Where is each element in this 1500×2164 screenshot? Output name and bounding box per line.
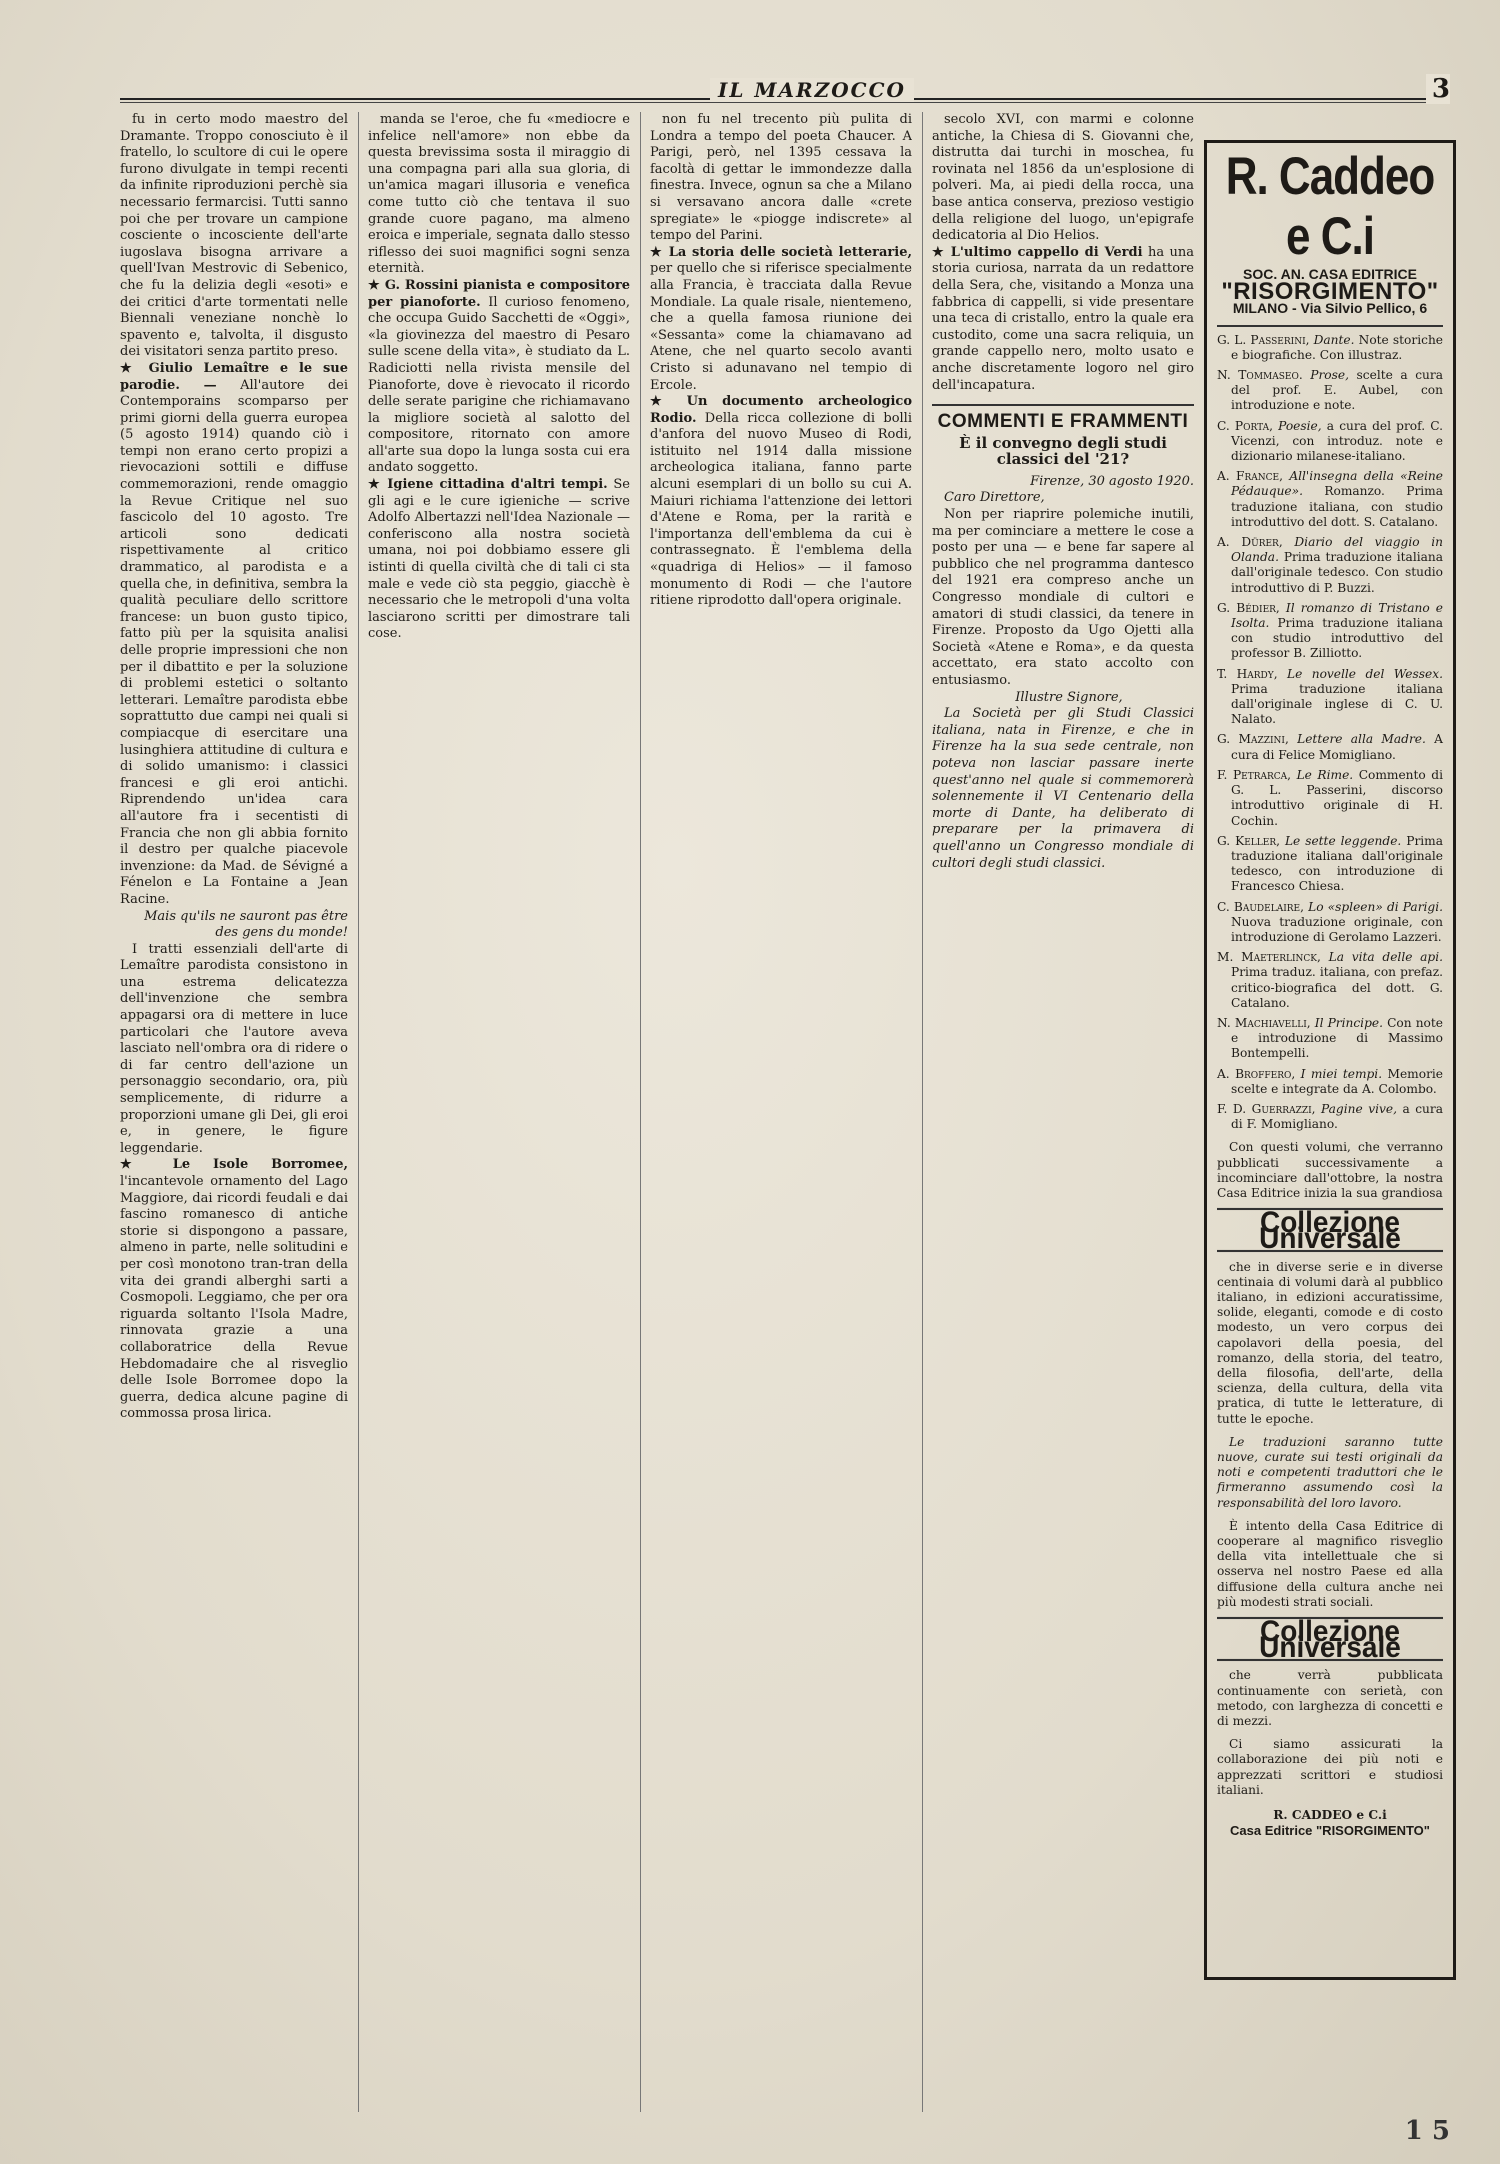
article-text: fu in certo modo maestro del Dramante. Troppo conosciuto è il fratello, lo scultore di cui le opere furono divulgate in tempi recenti da infinite riproduzioni perchè sia necessario fermarcisi. Tutti sanno poi che per trovare un campione cosciente o incosciente dell'arte iugoslava bisogna arrivare a quell'Ivan Mestrovic di Sebenico, che fu la delizia degli «esoti» e dei critici d'arte tormentati nelle Biennali veneziane nonchè lo spavento e, talvolta, il disgusto dei visitatori senza partito preso. bbox=[120, 112, 348, 360]
article-text bbox=[120, 361, 348, 909]
book-list bbox=[1217, 333, 1443, 1133]
book-title: I miei tempi. bbox=[1300, 1066, 1388, 1081]
book-entry bbox=[1217, 1067, 1443, 1097]
article-text: manda se l'eroe, che fu «mediocre e infelice nell'amore» non ebbe da questa brevissima sosta il miraggio di una compagna pari alla sua gloria, di un'amica magari illusoria e venefica come tutto ciò che tentava il suo grande cuore pagano, ma almeno eroica e imperiale, segnata dallo stesso riflesso dei suoi magnifici sogni senza eternità. bbox=[368, 112, 630, 277]
article-text bbox=[120, 1157, 348, 1423]
book-note: Con note e introduzione di Massimo Bontempelli. bbox=[1231, 1015, 1443, 1061]
book-title: Poesie, bbox=[1278, 418, 1327, 433]
ad-text: che in diverse serie e in diverse centinaia di volumi darà al pubblico italiano, in edizioni accuratissime, solide, eleganti, comode e di costo modesto, un vero corpus dei capolavori della poesia, del romanzo, della storia, del teatro, della filosofia, dell'arte, della scienza, della cultura, della vita pratica, di tutte le letterature, di tutte le epoche. bbox=[1217, 1259, 1443, 1426]
column-rule bbox=[922, 112, 923, 2112]
article-heading: ★ Giulio Lemaître e le sue parodie. — bbox=[120, 360, 348, 393]
article-body: All'autore dei Contemporains scomparso per primi giorni della guerra europea (5 agosto 1914) quando ciò i tempi non erano certo propizi a rievocazioni sottili e diffuse commemorazioni, rende omaggio la Revue Critique nel suo fascicolo del 10 agosto. Tre articoli sono dedicati rispettivamente al critico drammatico, al parodista e a quella che, in definitiva, sembra la qualità peculiare dello scrittore francese: un buon gusto tipico, fatto più per la squisita analisi delle proprie impressioni che non per il dibattito e per la soluzione di problemi estetici o soltanto letterari. Lemaître parodista ebbe soprattutto due campi nei quali si compiacque di esercitare una lusinghiera attitudine di cultura e di solido umanismo: i classici francesi e gli eroi antichi. Riprendendo un'idea cara all'autore fra i secentisti di Francia che non gli abbia fornito il destro per qualche piacevole invenzione: da Mad. de Sévigné a Fénelon e La Fontaine a Jean Racine. bbox=[120, 377, 348, 907]
book-note: Prima traduzione italiana con studio introduttivo del professor B. Zilliotto. bbox=[1231, 616, 1444, 661]
article-text: Non per riaprire polemiche inutili, ma per cominciare a mettere le cose a posto per una — e bene far sapere al pubblico che nel programma dantesco del 1921 era compreso anche un Congresso mondiale di cultori e amatori di studi classici, da tenere in Firenze. Proposto da Ugo Ojetti alla Società «Atene e Roma», e da questa accettato, era stato accolto con entusiasmo. bbox=[932, 507, 1194, 688]
book-entry bbox=[1217, 1016, 1443, 1062]
dateline: Firenze, 30 agosto 1920. bbox=[1030, 473, 1194, 489]
book-title: Il romanzo di Tristano e Isolta. bbox=[1231, 600, 1443, 631]
book-entry bbox=[1217, 535, 1443, 596]
ad-signature-house: Casa Editrice "RISORGIMENTO" bbox=[1230, 1823, 1430, 1839]
column-rule bbox=[358, 112, 359, 2112]
publisher-subtitle: SOC. AN. CASA EDITRICE bbox=[1243, 266, 1417, 282]
book-entry bbox=[1217, 768, 1443, 829]
article-body: ha una storia curiosa, narrata da un redattore della Sera, che, visitando a Monza una fabbrica di cappelli, si vide presentare una teca di cristallo, entro la quale era custodito, come una sacra reliquia, un grande cappello nero, molto usato e anche discretamente logoro nel giro dell'incapatura. bbox=[932, 244, 1194, 393]
article-body: Della ricca collezione di bolli d'anfora del nuovo Museo di Rodi, istituito nel 1914 dalla missione archeologica italiana, fanno parte alcuni esemplari di un bollo su cui A. Maiuri richiama l'attenzione dei lettori d'Atene e Roma, per la rarità e l'importanza dell'emblema da cui è contrassegnato. È l'emblema della «quadriga di Helios» — il famoso monumento di Rodi — che l'autore ritiene riprodotto dall'opera originale. bbox=[650, 410, 912, 609]
article-text bbox=[368, 477, 630, 643]
book-note: Prima traduzione italiana dall'originale tedesco. Con studio introduttivo di P. Buzzi. bbox=[1231, 550, 1444, 595]
book-entry bbox=[1217, 1102, 1443, 1132]
article-text bbox=[650, 394, 912, 610]
book-title: La vita delle api. bbox=[1328, 950, 1444, 965]
salutation: Illustre Signore, bbox=[1015, 689, 1123, 705]
ad-text: che verrà pubblicata continuamente con serietà, con metodo, con larghezza di concetti e di mezzi. bbox=[1217, 1668, 1443, 1729]
column-3 bbox=[650, 112, 912, 2122]
book-author: A. Broffero, bbox=[1217, 1066, 1301, 1081]
section-title: COMMENTI E FRAMMENTI bbox=[932, 404, 1194, 431]
ad-signature: R. CADDEO e C.i bbox=[1273, 1808, 1387, 1823]
book-note: A cura di Felice Momigliano. bbox=[1231, 732, 1443, 762]
book-title: All'insegna della «Reine Pédauque». bbox=[1231, 469, 1443, 499]
article-body: l'incantevole ornamento del Lago Maggiore, dai ricordi feudali e dai fascino romanesco di antiche storie si dispongono a passare, almeno in parte, nelle solitudini e per così monotono tran-tran della vita dei grandi alberghi sarti a Cosmopoli. Leggiamo, che per ora riguarda soltanto l'Isola Madre, rinnovata grazie a una collaboratrice della Revue Hebdomadaire che al risveglio delle Isole Borromee dopo la guerra, dedica alcune pagine di commossa prosa lirica. bbox=[120, 1174, 348, 1422]
section-subtitle: È il convegno degli studi classici del '21? bbox=[959, 433, 1167, 469]
publisher-house: "RISORGIMENTO" bbox=[1221, 278, 1439, 306]
book-entry bbox=[1217, 950, 1443, 1011]
book-entry bbox=[1217, 419, 1443, 465]
publisher-advertisement bbox=[1204, 140, 1456, 1980]
column-rule bbox=[640, 112, 641, 2112]
book-entry bbox=[1217, 900, 1443, 946]
publisher-brand: R. Caddeo e C.i bbox=[1225, 147, 1435, 266]
book-note: Nuova traduzione originale, con introduzione di Gerolamo Lazzeri. bbox=[1231, 914, 1443, 944]
article-heading: ★ Igiene cittadina d'altri tempi. bbox=[368, 477, 608, 493]
book-author: C. Baudelaire, bbox=[1217, 899, 1309, 914]
book-author: T. Hardy, bbox=[1217, 666, 1287, 681]
column-1 bbox=[120, 112, 348, 2122]
article-heading: ★ Un documento archeologico Rodio. bbox=[650, 394, 912, 426]
book-note: Note storiche e biografiche. Con illustraz. bbox=[1231, 332, 1444, 362]
book-title: Le novelle del Wessex. bbox=[1287, 666, 1443, 681]
book-title: Il Principe. bbox=[1314, 1015, 1388, 1030]
ad-text: È intento della Casa Editrice di cooperare al magnifico risveglio della vita intellettuale che si osserva nel nostro Paese ed alla diffusione della cultura anche nei più modesti strati sociali. bbox=[1217, 1518, 1443, 1609]
book-title: Lo «spleen» di Parigi. bbox=[1308, 899, 1443, 914]
book-entry bbox=[1217, 601, 1443, 662]
salutation: Caro Direttore, bbox=[944, 490, 1045, 506]
publisher-address: MILANO - Via Silvio Pellico, 6 bbox=[1217, 301, 1443, 326]
article-text: non fu nel trecento più pulita di Londra a tempo del poeta Chaucer. A Parigi, però, nel 1395 cessava la facoltà di gettar le immondezze dalla finestra. Invece, ognun sa che a Milano si versavano ancora dalle «crete spregiate» le «piogge indiscrete» al tempo del Parini. bbox=[650, 112, 912, 244]
book-note: Prima traduzione italiana dall'originale inglese di C. U. Nalato. bbox=[1231, 681, 1443, 727]
collection-title: Collezione Universale bbox=[1217, 1208, 1443, 1253]
book-note: a cura del prof. C. Vicenzi, con introduz. note e dizionario milanese-italiano. bbox=[1231, 418, 1444, 464]
article-body: per quello che si riferisce specialmente alla Francia, è tracciata dalla Revue Mondiale. La quale risale, nientemeno, che a quella famosa riunione dei «Sessanta» come la chiamavano ad Atene, che nel quarto secolo avanti Cristo si adunavano nel tempio di Ercole. bbox=[650, 261, 912, 393]
book-note: Romanzo. Prima traduzione italiana, con studio introduttivo del dott. S. Catalano. bbox=[1231, 484, 1443, 529]
folio-number: 1 5 bbox=[1404, 2116, 1450, 2146]
column-2 bbox=[368, 112, 630, 2122]
book-author: F. D. Guerrazzi, bbox=[1217, 1101, 1322, 1116]
book-author: G. L. Passerini, bbox=[1217, 332, 1314, 347]
ad-text: Le traduzioni saranno tutte nuove, curate sui testi originali da noti e competenti traduttori che le firmeranno assumendo così la responsabilità del loro lavoro. bbox=[1217, 1434, 1443, 1510]
book-title: Le sette leggende. bbox=[1284, 833, 1407, 848]
book-note: Memorie scelte e integrate da A. Colombo. bbox=[1231, 1066, 1444, 1096]
book-author: F. Petrarca, bbox=[1217, 767, 1297, 782]
book-title: Prose, bbox=[1310, 368, 1357, 383]
book-note: Prima traduzione italiana dall'originale tedesco, con introduzione di Francesco Chiesa. bbox=[1231, 833, 1443, 894]
masthead-title: IL MARZOCCO bbox=[710, 78, 914, 102]
book-title: Pagine vive, bbox=[1321, 1101, 1403, 1116]
book-entry bbox=[1217, 333, 1443, 363]
book-entry bbox=[1217, 834, 1443, 895]
book-author: N. Tommaseo. bbox=[1217, 368, 1311, 383]
article-heading: ★ L'ultimo cappello di Verdi bbox=[932, 244, 1143, 260]
article-text bbox=[368, 278, 630, 477]
book-note: scelte a cura del prof. E. Aubel, con introduzione e note. bbox=[1231, 368, 1443, 413]
book-title: Le Rime. bbox=[1296, 767, 1359, 782]
book-entry bbox=[1217, 469, 1443, 530]
book-title: Dante. bbox=[1313, 332, 1359, 347]
book-title: Diario del viaggio in Olanda. bbox=[1231, 535, 1444, 565]
book-entry bbox=[1217, 732, 1443, 762]
article-text bbox=[932, 245, 1194, 394]
article-text: I tratti essenziali dell'arte di Lemaître parodista consistono in una estrema delicatezza dell'invenzione che sembra appagarsi ora di mettere in luce particolari che l'autore aveva lasciato nell'ombra ora di ridere o di far centro dell'azione un personaggio secondario, ora, più semplicemente, di ridurre a proporzioni umane gli Dei, gli eroi e, in genere, le figure leggendarie. bbox=[120, 941, 348, 1156]
masthead bbox=[120, 70, 1450, 104]
book-note: Prima traduz. italiana, con prefaz. critico-biografica del dott. G. Catalano. bbox=[1231, 965, 1443, 1010]
article-heading: ★ G. Rossini pianista e compositore per pianoforte. bbox=[368, 277, 630, 310]
ad-text: Con questi volumi, che verranno pubblicati successivamente a incominciare dall'ottobre, la nostra Casa Editrice inizia la sua grandiosa bbox=[1217, 1140, 1443, 1200]
book-author: N. Machiavelli, bbox=[1217, 1015, 1315, 1030]
column-4 bbox=[932, 112, 1194, 2122]
article-text: secolo XVI, con marmi e colonne antiche, la Chiesa di S. Giovanni che, distrutta dai turchi in moschea, fu rovinata nel 1856 da un'esplosione di polveri. Ma, ai piedi della rocca, una base antica conserva, prezioso vestigio della religione del luogo, un'epigrafe dedicatoria al Dio Helios. bbox=[932, 112, 1194, 244]
book-author: G. Keller, bbox=[1217, 833, 1285, 848]
article-text bbox=[650, 245, 912, 394]
book-entry bbox=[1217, 368, 1443, 414]
book-author: C. Porta, bbox=[1217, 418, 1279, 433]
book-note: a cura di F. Momigliano. bbox=[1231, 1101, 1443, 1132]
book-author: A. France, bbox=[1217, 469, 1290, 484]
book-entry bbox=[1217, 667, 1443, 728]
book-title: Lettere alla Madre. bbox=[1297, 732, 1435, 747]
book-author: G. Bédier, bbox=[1217, 600, 1286, 615]
ad-text: Ci siamo assicurati la collaborazione dei più noti e apprezzati scrittori e studiosi italiani. bbox=[1217, 1737, 1443, 1797]
page-number: 3 bbox=[1426, 74, 1450, 104]
article-heading: ★ La storia delle società letterarie, bbox=[650, 244, 912, 260]
article-body: Il curioso fenomeno, che occupa Guido Sacchetti de «Oggi», «la giovinezza del maestro di Pesaro sulle scene della vita», è studiato da L. Radiciotti nella rivista mensile del Pianoforte, dove è rievocato il ricordo delle serate parigine che richiamavano la migliore società al salotto del compositore, ritornato con amore all'arte sua dopo la lunga sosta cui era andato soggetto. bbox=[368, 294, 630, 476]
book-author: M. Maeterlinck, bbox=[1217, 950, 1329, 965]
quote-line: Mais qu'ils ne sauront pas être des gens du monde! bbox=[144, 908, 348, 941]
book-author: G. Mazzini, bbox=[1217, 732, 1298, 747]
book-note: Commento di G. L. Passerini, discorso introduttivo originale di H. Cochin. bbox=[1231, 767, 1443, 828]
article-text: La Società per gli Studi Classici italiana, nata in Firenze, e che in Firenze ha la sua sede centrale, non poteva non lasciar passare inerte quest'anno nel quale si commemorerà solennemente il VI Centenario della morte di Dante, ha deliberato di preparare per la primavera di quell'anno un Congresso mondiale di cultori degli studi classici. bbox=[932, 706, 1194, 871]
book-author: A. Dürer, bbox=[1217, 535, 1295, 550]
collection-title: Collezione Universale bbox=[1217, 1617, 1443, 1662]
article-heading: ★ Le Isole Borromee, bbox=[120, 1157, 348, 1173]
article-body: Se gli agi e le cure igieniche — scrive Adolfo Albertazzi nell'Idea Nazionale — conferiscono alla nostra società umana, noi poi dobbiamo essere gli istinti di quella civiltà che di tali ci sta male e vede ciò sta peggio, giacchè è necessario che le metropoli d'una volta lasciarono scritti per dimostrare tali cose. bbox=[368, 477, 630, 642]
